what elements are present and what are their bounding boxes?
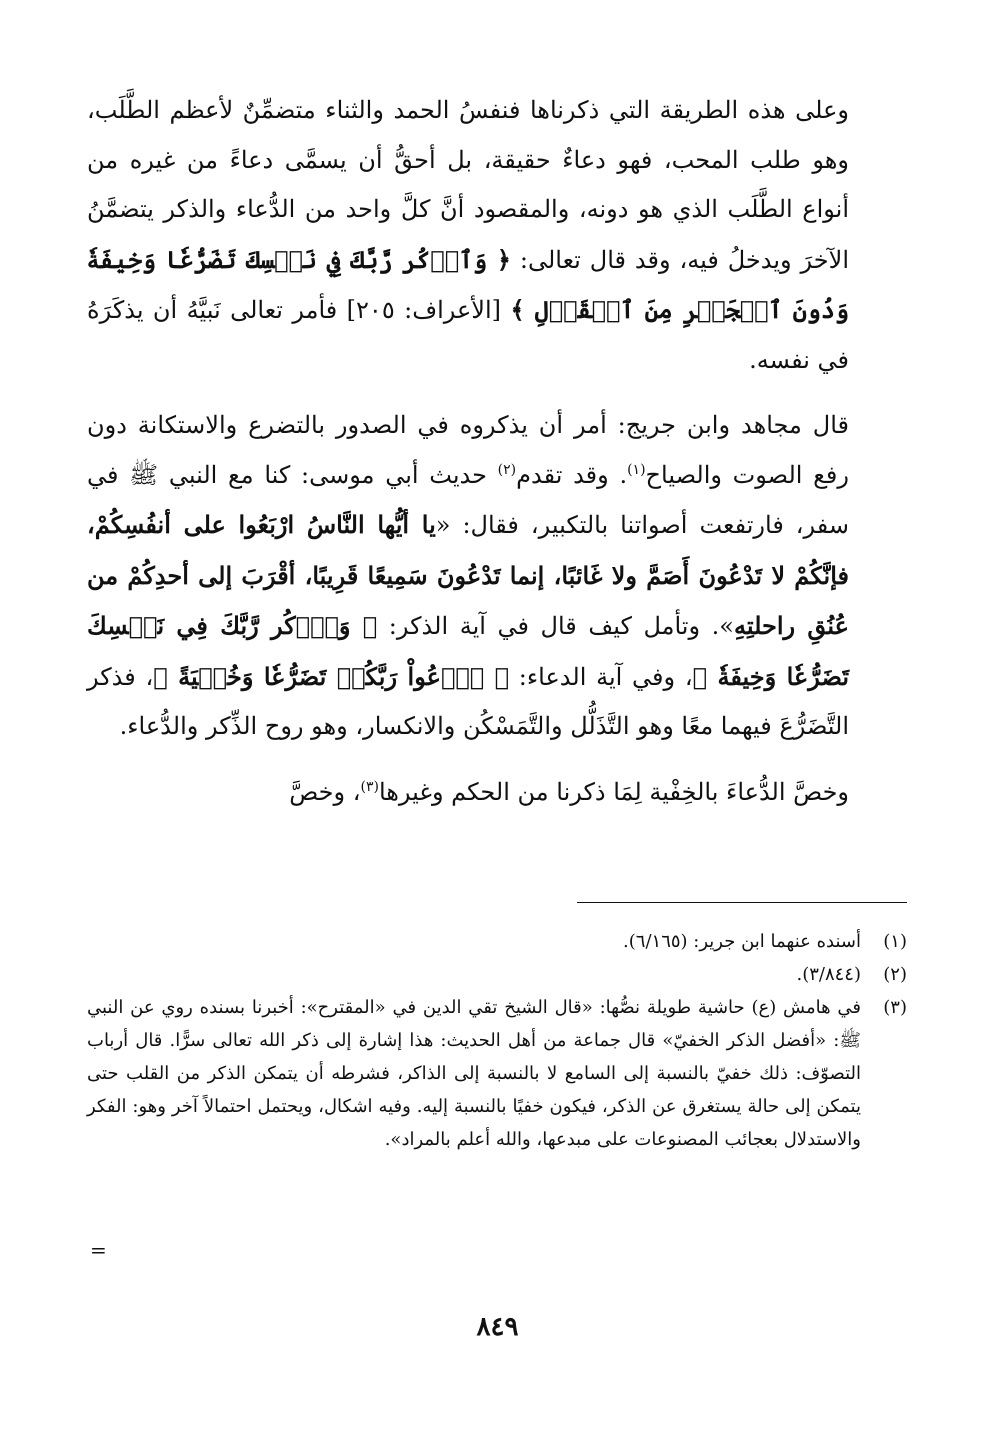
paragraph-2-text-c: حديث أبي موسى: كنا مع النبي ﷺ في سفر، فارتفعت أصواتنا بالتكبير، فقال: « — [87, 460, 850, 539]
footnote-1 — [87, 925, 907, 958]
footnote-number: (٣) — [883, 997, 907, 1018]
footnotes — [87, 925, 907, 1156]
paragraph-2-text-f: ، فذكر التَّضَرُّعَ فيهما معًا وهو التَّذَلُّل والتَّمَسْكُن والانكسار، وهو روح الذِّكر والدُّعاء. — [87, 662, 849, 740]
footnote-ref-1: (١) — [627, 461, 646, 478]
footnote-number: (٢) — [883, 964, 907, 985]
paragraph-3 — [87, 768, 907, 818]
quran-verse-dhikr: ﴿ وَٱذۡكُر رَّبَّكَ فِي نَفۡسِكَ تَضَرُّعٗا وَخِيفَةٗ ﴾ — [87, 611, 850, 691]
footnote-ref-2: (٢) — [497, 461, 517, 478]
paragraph-3-text-a: وخصَّ الدُّعاءَ بالخِفْية لِمَا ذكرنا من الحكم وغيرها — [378, 777, 849, 806]
paragraph-2-text-b: . وقد تقدم — [516, 460, 628, 489]
paragraph-1 — [87, 86, 907, 385]
footnote-ref-3: (٣) — [360, 778, 379, 795]
footnote-number: (١) — [883, 931, 907, 952]
hadith-text: يا أيُّها النَّاسُ ارْبَعُوا على أنفُسِكُمْ، فإنَّكُمْ لا تَدْعُونَ أَصَمَّ ولا غَائبًا، إنما تَدْعُونَ سَمِيعًا قَرِيبًا، أقْرَبَ إلى أحدِكُمْ من عُنُقِ راحلتِهِ — [87, 510, 849, 640]
footnote-text: أسنده عنهما ابن جرير: (٦/١٦٥). — [623, 931, 861, 952]
footnote-text: (٣/٨٤٤). — [796, 964, 861, 985]
footnote-2 — [87, 958, 907, 991]
footnote-3 — [87, 991, 907, 1156]
quran-verse-araf-205: ﴿ وَٱذۡكُر رَّبَّكَ فِي نَفۡسِكَ تَضَرُّعٗا وَخِيفَةٗ وَدُونَ ٱلۡجَهۡرِ مِنَ ٱلۡقَوۡلِ ﴾ — [87, 244, 850, 324]
paragraph-1-text-a: وعلى هذه الطريقة التي ذكرناها فنفسُ الحمد والثناء متضمِّنٌ لأعظم الطَّلَب، وهو طلب المحب، فهو دعاءٌ حقيقة، بل أحقُّ أن يسمَّى دعاءً من غيره من أنواع الطَّلَب الذي هو دونه، والمقصود أنَّ كلَّ واحد من الدُّعاء والذكر يتضمَّنُ الآخرَ ويدخلُ فيه، وقد قال تعالى: — [87, 96, 849, 274]
footnote-separator — [577, 902, 907, 903]
paragraph-2 — [87, 401, 907, 752]
paragraph-1-text-b: [الأعراف: ٢٠٥] فأمر تعالى نَبيَّهُ أن يذكَرَهُ في نفسه. — [87, 296, 849, 374]
quran-verse-dua: ﴿ ٱدۡعُواْ رَبَّكُمۡ تَضَرُّعٗا وَخُفۡيَةً ﴾ — [153, 661, 510, 691]
paragraph-2-text-d: ». وتأمل كيف قال في آية الذكر: — [377, 612, 734, 640]
page-number: ٨٤٩ — [476, 1312, 519, 1342]
paragraph-3-text-b: ، وخصَّ — [289, 777, 361, 806]
main-text — [87, 86, 907, 817]
continuation-mark: = — [90, 1238, 107, 1262]
paragraph-2-text-e: ، وفي آية الدعاء: — [509, 662, 693, 691]
footnote-text: في هامش (ع) حاشية طويلة نصُّها: «قال الشيخ تقي الدين في «المقترح»: أخبرنا بسنده روي عن النبي ﷺ: «أفضل الذكر الخفيّ» قال جماعة من أهل الحديث: هذا إشارة إلى ذكر الله تعالى سرًّا. قال أرباب التصوّف: ذلك خفيّ بالنسبة إلى السامع لا بالنسبة إلى الذاكر، فشرطه أن يتمكن الذكر من القلب حتى يتمكن إلى حالة يستغرق عن الذكر، فيكون خفيًا بالنسبة إليه. وفيه اشكال، ويحتمل احتمالاً آخر وهو: الفكر والاستدلال بعجائب المصنوعات على مبدعها، والله أعلم بالمراد». — [87, 997, 862, 1150]
paragraph-2-text-a: قال مجاهد وابن جريج: أمر أن يذكروه في الصدور بالتضرع والاستكانة دون رفع الصوت والصياح — [87, 411, 849, 489]
